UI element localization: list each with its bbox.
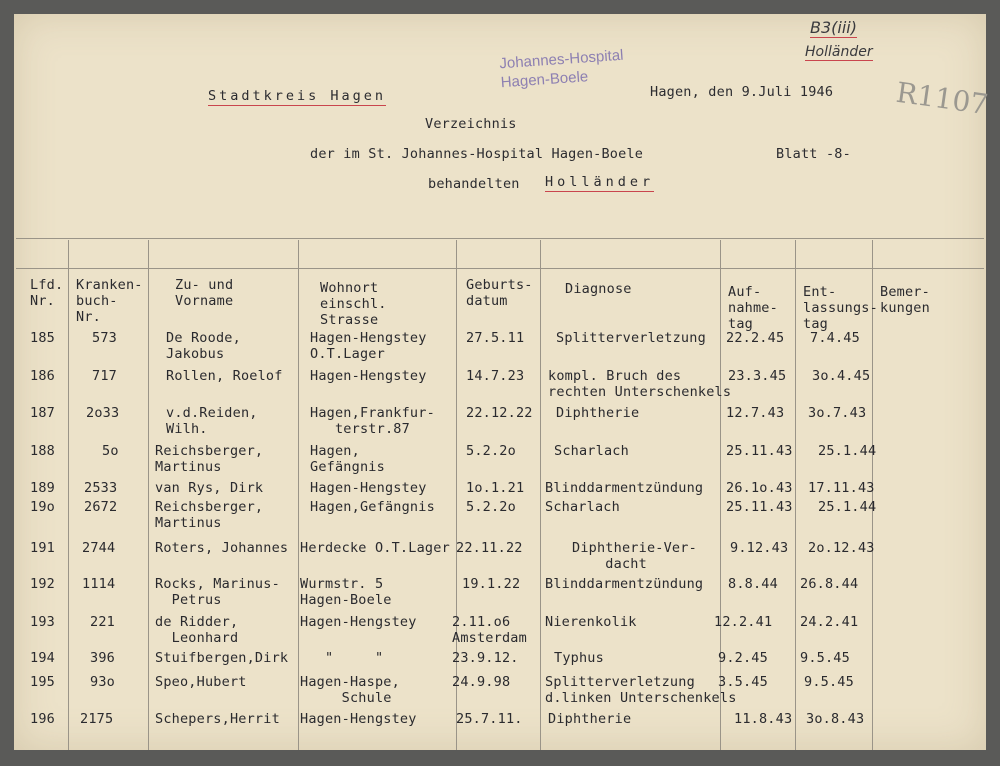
cell-wohn: Hagen,Frankfur- terstr.87: [310, 405, 435, 437]
cell-geb: 5.2.2o: [466, 443, 516, 459]
col-header-name: Zu- und Vorname: [175, 277, 234, 309]
cell-diag: Typhus: [554, 650, 604, 666]
cell-wohn: Hagen-Hengstey: [310, 480, 427, 496]
cell-name: v.d.Reiden, Wilh.: [166, 405, 258, 437]
cell-diag: Scharlach: [554, 443, 629, 459]
cell-geb: 23.9.12.: [452, 650, 519, 666]
cell-kb: 2744: [82, 540, 116, 556]
cell-kb: 5o: [102, 443, 119, 459]
table-top-rule: [16, 238, 984, 239]
column-divider: [795, 240, 796, 750]
cell-kb: 93o: [90, 674, 115, 690]
cell-diag: Diphtherie: [556, 405, 640, 421]
cell-wohn: Hagen-Hengstey: [300, 711, 417, 727]
cell-lfd: 193: [30, 614, 55, 630]
cell-name: Speo,Hubert: [155, 674, 247, 690]
cell-wohn: Hagen-Hengstey: [300, 614, 417, 630]
cell-kb: 573: [92, 330, 117, 346]
cell-lfd: 189: [30, 480, 55, 496]
pencil-mark: R1107: [894, 75, 991, 122]
reference-name: Holländer: [805, 44, 873, 60]
title-line-1: Verzeichnis: [425, 116, 517, 132]
cell-geb: 27.5.11: [466, 330, 525, 346]
cell-diag: Diphtherie: [548, 711, 632, 727]
cell-auf: 12.7.43: [726, 405, 785, 421]
cell-auf: 26.1o.43: [726, 480, 793, 496]
cell-diag: Nierenkolik: [545, 614, 637, 630]
cell-lfd: 188: [30, 443, 55, 459]
cell-name: Roters, Johannes: [155, 540, 289, 556]
cell-ent: 17.11.43: [808, 480, 875, 496]
cell-name: Schepers,Herrit: [155, 711, 280, 727]
cell-ent: 3o.7.43: [808, 405, 867, 421]
cell-lfd: 186: [30, 368, 55, 384]
cell-auf: 23.3.45: [728, 368, 787, 384]
cell-diag: Splitterverletzung d.linken Unterschenkels: [545, 674, 737, 706]
cell-ent: 25.1.44: [818, 499, 877, 515]
cell-geb: 25.7.11.: [456, 711, 523, 727]
cell-diag: Scharlach: [545, 499, 620, 515]
cell-ent: 3o.8.43: [806, 711, 865, 727]
stamp-line-2: Hagen-Boele: [500, 68, 589, 92]
place-date: Hagen, den 9.Juli 1946: [650, 84, 834, 100]
cell-name: van Rys, Dirk: [155, 480, 264, 496]
cell-ent: 24.2.41: [800, 614, 859, 630]
title-line-3-word: Holländer: [545, 174, 655, 190]
cell-kb: 2o33: [86, 405, 120, 421]
cell-geb: 2.11.o6 Amsterdam: [452, 614, 527, 646]
cell-kb: 1114: [82, 576, 116, 592]
cell-auf: 3.5.45: [718, 674, 768, 690]
cell-auf: 12.2.41: [714, 614, 773, 630]
cell-kb: 396: [90, 650, 115, 666]
cell-diag: Blinddarmentzündung: [545, 480, 704, 496]
cell-ent: 9.5.45: [804, 674, 854, 690]
cell-lfd: 191: [30, 540, 55, 556]
cell-auf: 25.11.43: [726, 443, 793, 459]
cell-kb: 717: [92, 368, 117, 384]
cell-wohn: Wurmstr. 5 Hagen-Boele: [300, 576, 392, 608]
cell-wohn: Hagen,Gefängnis: [310, 499, 435, 515]
cell-auf: 11.8.43: [734, 711, 793, 727]
col-header-diagnose: Diagnose: [565, 281, 632, 297]
col-header-wohnort: Wohnort einschl. Strasse: [320, 280, 387, 328]
column-divider: [540, 240, 541, 750]
cell-name: Rollen, Roelof: [166, 368, 283, 384]
cell-ent: 25.1.44: [818, 443, 877, 459]
cell-lfd: 185: [30, 330, 55, 346]
cell-ent: 9.5.45: [800, 650, 850, 666]
district-heading: Stadtkreis Hagen: [208, 88, 387, 104]
col-header-lfd: Lfd. Nr.: [30, 277, 64, 309]
table-header-rule: [16, 268, 984, 269]
col-header-entlassung: Ent- lassungs- tag: [803, 284, 878, 332]
cell-name: Stuifbergen,Dirk: [155, 650, 289, 666]
cell-wohn: Hagen-Hengstey O.T.Lager: [310, 330, 427, 362]
sheet-number: Blatt -8-: [776, 146, 851, 162]
cell-kb: 221: [90, 614, 115, 630]
title-line-3-prefix: behandelten: [428, 176, 520, 192]
cell-wohn: Herdecke O.T.Lager: [300, 540, 450, 556]
cell-geb: 1o.1.21: [466, 480, 525, 496]
cell-auf: 22.2.45: [726, 330, 785, 346]
cell-lfd: 195: [30, 674, 55, 690]
col-header-bemerkungen: Bemer- kungen: [880, 284, 930, 316]
cell-name: Reichsberger, Martinus: [155, 499, 264, 531]
cell-wohn: Hagen, Gefängnis: [310, 443, 385, 475]
col-header-geburtsdatum: Geburts- datum: [466, 277, 533, 309]
cell-kb: 2672: [84, 499, 118, 515]
cell-kb: 2533: [84, 480, 118, 496]
cell-ent: 2o.12.43: [808, 540, 875, 556]
cell-lfd: 19o: [30, 499, 55, 515]
column-divider: [298, 240, 299, 750]
cell-ent: 7.4.45: [810, 330, 860, 346]
cell-lfd: 192: [30, 576, 55, 592]
cell-geb: 19.1.22: [462, 576, 521, 592]
cell-name: Reichsberger, Martinus: [155, 443, 264, 475]
cell-geb: 14.7.23: [466, 368, 525, 384]
cell-geb: 5.2.2o: [466, 499, 516, 515]
col-header-krankenbuch: Kranken- buch- Nr.: [76, 277, 143, 325]
cell-ent: 26.8.44: [800, 576, 859, 592]
cell-auf: 8.8.44: [728, 576, 778, 592]
cell-diag: Blinddarmentzündung: [545, 576, 704, 592]
cell-auf: 9.12.43: [730, 540, 789, 556]
cell-diag: Diphtherie-Ver- dacht: [572, 540, 697, 572]
col-header-aufnahme: Auf- nahme- tag: [728, 284, 778, 332]
cell-name: Rocks, Marinus- Petrus: [155, 576, 280, 608]
cell-geb: 24.9.98: [452, 674, 511, 690]
cell-name: De Roode, Jakobus: [166, 330, 241, 362]
cell-ent: 3o.4.45: [812, 368, 871, 384]
column-divider: [148, 240, 149, 750]
stamp-line-1: Johannes-Hospital: [498, 46, 625, 73]
reference-code: B3(iii): [810, 18, 857, 37]
cell-geb: 22.12.22: [466, 405, 533, 421]
cell-wohn: " ": [300, 650, 384, 666]
column-divider: [68, 240, 69, 750]
title-line-2: der im St. Johannes-Hospital Hagen-Boele: [310, 146, 644, 162]
cell-wohn: Hagen-Haspe, Schule: [300, 674, 400, 706]
cell-lfd: 196: [30, 711, 55, 727]
cell-diag: Splitterverletzung: [556, 330, 706, 346]
cell-auf: 25.11.43: [726, 499, 793, 515]
cell-name: de Ridder, Leonhard: [155, 614, 239, 646]
cell-kb: 2175: [80, 711, 114, 727]
cell-lfd: 187: [30, 405, 55, 421]
cell-diag: kompl. Bruch des rechten Unterschenkels: [548, 368, 732, 400]
cell-lfd: 194: [30, 650, 55, 666]
cell-auf: 9.2.45: [718, 650, 768, 666]
cell-wohn: Hagen-Hengstey: [310, 368, 427, 384]
cell-geb: 22.11.22: [456, 540, 523, 556]
